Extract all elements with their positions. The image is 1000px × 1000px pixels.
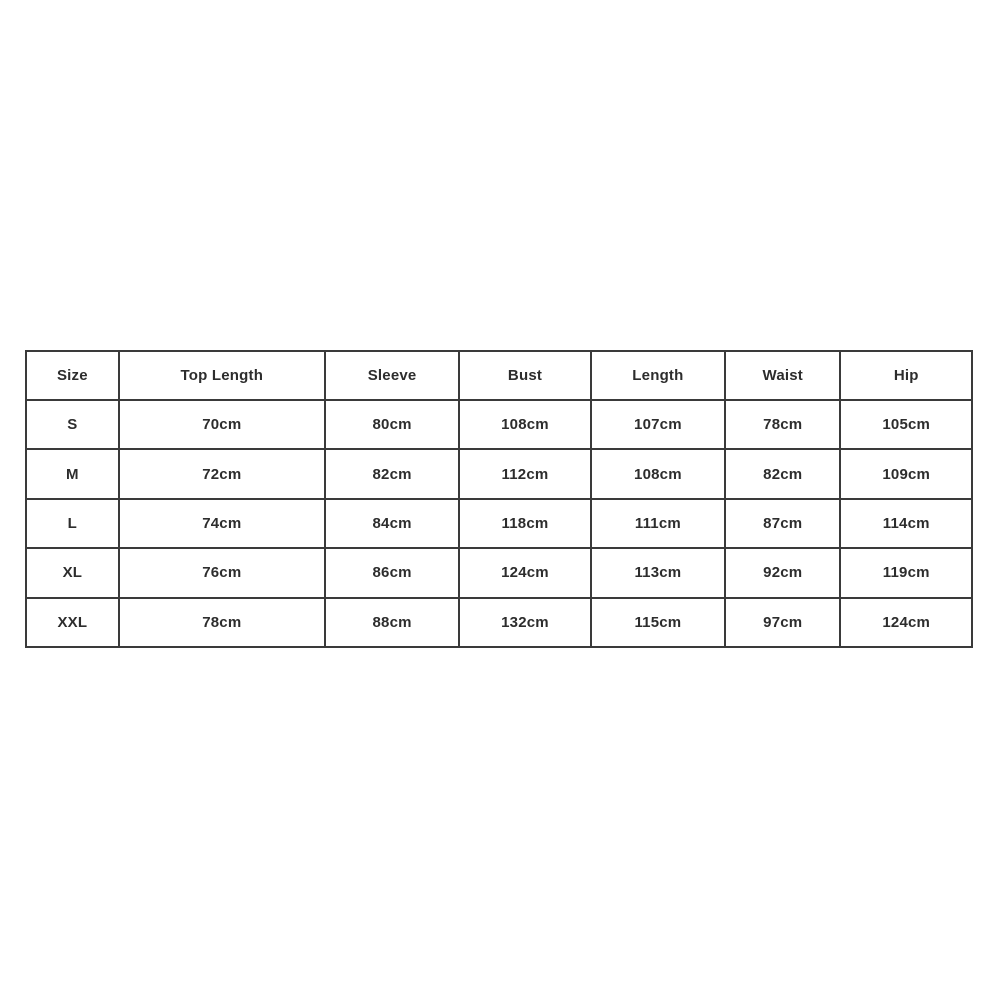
header-row: [26, 351, 972, 400]
measurement-cell: 86cm: [325, 548, 459, 597]
measurement-cell: 72cm: [119, 449, 325, 498]
measurement-cell: 84cm: [325, 499, 459, 548]
measurement-cell: 132cm: [459, 598, 590, 647]
table-row-xl: [26, 548, 972, 597]
size-label-cell: L: [26, 499, 119, 548]
measurement-cell: 114cm: [840, 499, 972, 548]
size-label-cell: XXL: [26, 598, 119, 647]
measurement-cell: 113cm: [591, 548, 725, 597]
column-header-bust: Bust: [459, 351, 590, 400]
measurement-cell: 80cm: [325, 400, 459, 449]
measurement-cell: 124cm: [459, 548, 590, 597]
size-label-cell: M: [26, 449, 119, 498]
size-label-cell: S: [26, 400, 119, 449]
measurement-cell: 88cm: [325, 598, 459, 647]
measurement-cell: 78cm: [119, 598, 325, 647]
table-row-m: [26, 449, 972, 498]
measurement-cell: 97cm: [725, 598, 840, 647]
measurement-cell: 76cm: [119, 548, 325, 597]
measurement-cell: 108cm: [459, 400, 590, 449]
size-chart-table: [25, 350, 973, 648]
table-body: [26, 400, 972, 647]
measurement-cell: 109cm: [840, 449, 972, 498]
column-header-sleeve: Sleeve: [325, 351, 459, 400]
table-row-xxl: [26, 598, 972, 647]
table-row-s: [26, 400, 972, 449]
measurement-cell: 92cm: [725, 548, 840, 597]
column-header-top-length: Top Length: [119, 351, 325, 400]
measurement-cell: 87cm: [725, 499, 840, 548]
column-header-length: Length: [591, 351, 725, 400]
measurement-cell: 108cm: [591, 449, 725, 498]
measurement-cell: 74cm: [119, 499, 325, 548]
measurement-cell: 115cm: [591, 598, 725, 647]
measurement-cell: 124cm: [840, 598, 972, 647]
measurement-cell: 119cm: [840, 548, 972, 597]
measurement-cell: 70cm: [119, 400, 325, 449]
measurement-cell: 107cm: [591, 400, 725, 449]
measurement-cell: 118cm: [459, 499, 590, 548]
column-header-size: Size: [26, 351, 119, 400]
measurement-cell: 82cm: [725, 449, 840, 498]
measurement-cell: 82cm: [325, 449, 459, 498]
column-header-waist: Waist: [725, 351, 840, 400]
measurement-cell: 112cm: [459, 449, 590, 498]
measurement-cell: 78cm: [725, 400, 840, 449]
table-row-l: [26, 499, 972, 548]
measurement-cell: 105cm: [840, 400, 972, 449]
measurement-cell: 111cm: [591, 499, 725, 548]
size-label-cell: XL: [26, 548, 119, 597]
column-header-hip: Hip: [840, 351, 972, 400]
